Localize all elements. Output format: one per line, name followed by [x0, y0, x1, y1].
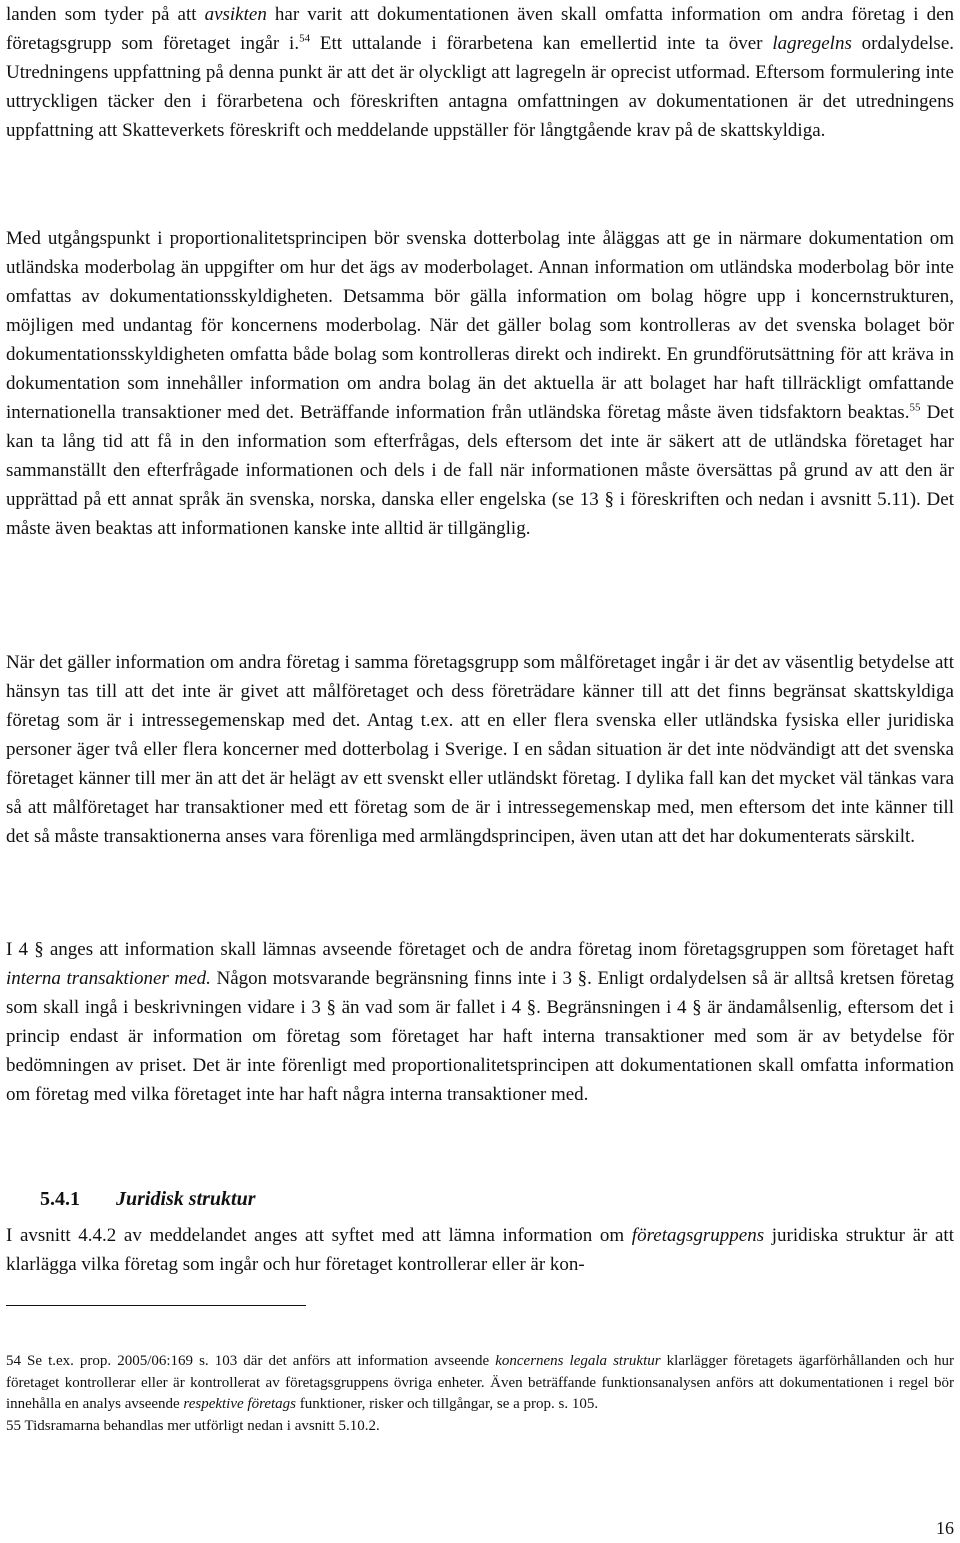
section-number: 5.4.1	[40, 1188, 80, 1210]
section-title: Juridisk struktur	[116, 1188, 256, 1210]
footnote-divider	[6, 1305, 306, 1306]
emphasis: företagsgruppens	[631, 1225, 765, 1246]
paragraph-4	[6, 935, 954, 1109]
paragraph-2	[6, 224, 954, 543]
footnote-55	[6, 1416, 954, 1438]
emphasis: respektive företags	[183, 1396, 297, 1412]
emphasis: avsikten	[204, 4, 267, 25]
paragraph-1	[6, 0, 954, 145]
text-run: Tidsramarna behandlas mer utförligt nedan i avsnitt 5.10.2.	[21, 1417, 380, 1434]
footnote-number: 55	[6, 1417, 21, 1434]
footnote-reference: 54	[299, 32, 311, 45]
text-run: I 4 § anges att information skall lämnas avseende företaget och de andra företag inom företagsgruppen som företaget haft	[6, 939, 954, 960]
text-run: Det kan ta lång tid att få in den information som efterfrågas, dels eftersom det inte är säkert att de utländska företaget har sammanställt den efterfrågade informationen och dels i de fall när informationen måste översättas på grund av att den är upprättad på ett annat språk än svenska, norska, danska eller engelska (se 13 § i föreskriften och nedan i avsnitt 5.11). Det måste även beaktas att informationen kanske inte alltid är tillgänglig.	[6, 402, 955, 539]
footnote-number: 54	[6, 1353, 21, 1369]
text-run: Någon motsvarande begränsning finns inte i 3 §. Enligt ordalydelsen så är alltså kretsen företag som skall ingå i beskrivningen vidare i 3 § än vad som är fallet i 4 §. Begränsningen i 4 § är ändamålsenlig, eftersom det i princip endast är information om företag som företaget har haft interna transaktioner med som är av betydelse för bedömningen av priset. Det är inte förenligt med proportionalitetsprincipen att dokumentationen skall omfatta information om företag med vilka företaget inte har haft några interna transaktioner med.	[6, 968, 954, 1105]
paragraph-5	[6, 1221, 954, 1279]
text-run: landen som tyder på att	[6, 4, 205, 25]
text-run: funktioner, risker och tillgångar, se a prop. s. 105.	[296, 1396, 599, 1412]
text-run: I avsnitt 4.4.2 av meddelandet anges att syftet med att lämna information om	[6, 1225, 632, 1246]
emphasis: interna transaktioner med.	[6, 968, 211, 989]
text-run: Se t.ex. prop. 2005/06:169 s. 103 där det anförs att information avseende	[21, 1353, 496, 1369]
section-heading	[40, 1188, 256, 1211]
emphasis: lagregelns	[772, 33, 852, 54]
page-number: 16	[936, 1518, 954, 1538]
text-run: klarlägger företagets ägarförhållanden och hur företaget kontrollerar eller är kontrollerat av företagsgruppens övriga enheter. Även beträffande funktionsanalysen anförs att dokumentationen i regel bör innehålla en analys avseende	[6, 1353, 954, 1412]
text-run: Med utgångspunkt i proportionalitetsprincipen bör svenska dotterbolag inte åläggas att ge in närmare dokumentation om utländska moderbolag än uppgifter om hur det ägs av moderbolaget. Annan information om utländska moderbolag bör inte omfattas av dokumentationsskyldigheten. Detsamma bör gälla information om bolag högre upp i koncernstrukturen, möjligen med undantag för koncernens moderbolag. När det gäller bolag som kontrolleras av det svenska bolaget bör dokumentationsskyldigheten omfatta både bolag som kontrolleras direkt och indirekt. En grundförutsättning för att kräva in dokumentation som innehåller information om andra bolag än det aktuella är att bolaget har haft tillräckligt omfattande internationella transaktioner med det. Beträffande information från utländska företag måste även tidsfaktorn beaktas.	[6, 228, 954, 423]
text-run: juridiska struktur är att klarlägga vilka företag som ingår och hur företaget kontrollerar eller är kon-	[6, 1225, 954, 1275]
paragraph-3: När det gäller information om andra företag i samma företagsgrupp som målföretaget ingår i är det av väsentlig betydelse att hänsyn tas till att det inte är givet att målföretaget och dess företrädare känner till att det finns begränsat skattskyldiga företag som är i intressegemenskap med det. Antag t.ex. att en eller flera svenska eller utländska fysiska eller juridiska personer äger två eller flera koncerner med dotterbolag i Sverige. I en sådan situation är det inte nödvändigt att det svenska företaget känner till mer än att det är helägt av ett svenskt eller utländskt företag. I dylika fall kan det mycket väl tänkas vara så att målföretaget har transaktioner med ett företag som de är i intressegemenskap med, men eftersom det inte känner till det så måste transaktionerna anses vara förenliga med armlängdsprincipen, även utan att det har dokumenterats särskilt.	[6, 652, 954, 847]
footnotes	[6, 1351, 954, 1437]
text-run: ordalydelse. Utredningens uppfattning på denna punkt är att det är olyckligt att lagregeln är oprecist utformad. Eftersom formulering inte uttryckligen täcker den i förarbetena och föreskriften antagna omfattningen av dokumentationen är det utredningens uppfattning att Skatteverkets föreskrift och meddelande uppställer för långtgående krav på de skattskyldiga.	[6, 33, 954, 141]
emphasis: koncernens legala struktur	[495, 1353, 661, 1369]
footnote-54	[6, 1351, 954, 1416]
text-run: Ett uttalande i förarbetena kan emellertid inte ta över	[310, 33, 773, 54]
text-run: har varit att dokumentationen även skall omfatta information om andra företag i den företagsgrupp som företaget ingår i.	[6, 4, 955, 54]
footnote-reference: 55	[909, 401, 921, 414]
